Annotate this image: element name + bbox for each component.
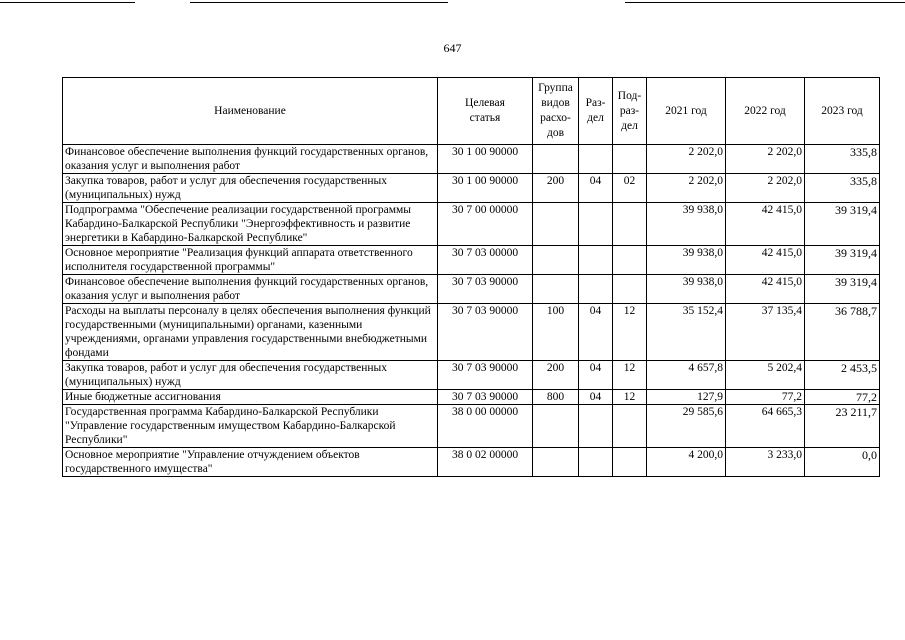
cell-group: 100 [533, 304, 579, 361]
cell-2022: 42 415,0 [726, 203, 805, 246]
cell-2023: 335,8 [805, 174, 880, 203]
cell-2023: 23 211,7 [805, 405, 880, 448]
cell-2021: 39 938,0 [647, 203, 726, 246]
cell-subsection: 12 [613, 361, 647, 390]
header-group-line-2: видов [541, 97, 570, 109]
cell-2023: 36 788,7 [805, 304, 880, 361]
cell-2022: 5 202,4 [726, 361, 805, 390]
cell-2022: 2 202,0 [726, 145, 805, 174]
top-rule-right [625, 2, 905, 3]
cell-2023: 39 319,4 [805, 203, 880, 246]
cell-2021: 2 202,0 [647, 145, 726, 174]
top-rule-middle [190, 2, 448, 3]
cell-section: 04 [579, 174, 613, 203]
cell-2022: 42 415,0 [726, 275, 805, 304]
table-row [63, 361, 880, 390]
cell-2021: 39 938,0 [647, 275, 726, 304]
cell-2021: 4 657,8 [647, 361, 726, 390]
cell-subsection [613, 145, 647, 174]
cell-2021: 35 152,4 [647, 304, 726, 361]
table-row [63, 246, 880, 275]
cell-group: 200 [533, 174, 579, 203]
cell-2022: 77,2 [726, 390, 805, 405]
cell-article: 30 1 00 90000 [438, 145, 533, 174]
cell-subsection [613, 275, 647, 304]
cell-section [579, 246, 613, 275]
cell-article: 30 7 03 90000 [438, 304, 533, 361]
header-section-line-1: Раз- [585, 97, 606, 109]
cell-article: 30 7 03 00000 [438, 246, 533, 275]
header-subsection-line-1: Под- [617, 89, 642, 102]
cell-article: 30 1 00 90000 [438, 174, 533, 203]
table-row [63, 405, 880, 448]
cell-group: 800 [533, 390, 579, 405]
top-rule-left [0, 2, 135, 3]
cell-name: Основное мероприятие "Реализация функций аппарата ответственного исполнителя государственной программы" [63, 246, 438, 275]
cell-section: 04 [579, 304, 613, 361]
cell-group [533, 275, 579, 304]
header-2023: 2023 год [805, 78, 880, 145]
header-name: Наименование [63, 78, 438, 145]
cell-section [579, 405, 613, 448]
cell-section [579, 145, 613, 174]
cell-2022: 37 135,4 [726, 304, 805, 361]
header-2022: 2022 год [726, 78, 805, 145]
cell-subsection: 12 [613, 304, 647, 361]
cell-name: Закупка товаров, работ и услуг для обеспечения государственных (муниципальных) нужд [63, 174, 438, 203]
cell-name: Финансовое обеспечение выполнения функций государственных органов, оказания услуг и выполнения работ [63, 275, 438, 304]
cell-name: Подпрограмма "Обеспечение реализации государственной программы Кабардино-Балкарской Республики "Энергоэффективность и развитие энергетики в Кабардино-Балкарской Республике" [63, 203, 438, 246]
cell-name: Иные бюджетные ассигнования [63, 390, 438, 405]
table-row [63, 203, 880, 246]
cell-section [579, 275, 613, 304]
cell-2023: 2 453,5 [805, 361, 880, 390]
cell-name: Закупка товаров, работ и услуг для обеспечения государственных (муниципальных) нужд [63, 361, 438, 390]
cell-2021: 4 200,0 [647, 448, 726, 477]
cell-group: 200 [533, 361, 579, 390]
cell-subsection [613, 448, 647, 477]
cell-subsection [613, 405, 647, 448]
cell-section [579, 448, 613, 477]
header-2021: 2021 год [647, 78, 726, 145]
header-section [579, 78, 613, 145]
cell-group [533, 246, 579, 275]
table-row [63, 390, 880, 405]
cell-article: 38 0 00 00000 [438, 405, 533, 448]
header-subsection [613, 78, 647, 145]
cell-article: 38 0 02 00000 [438, 448, 533, 477]
cell-group [533, 448, 579, 477]
cell-2022: 3 233,0 [726, 448, 805, 477]
budget-table [62, 77, 880, 477]
cell-2021: 39 938,0 [647, 246, 726, 275]
cell-subsection [613, 203, 647, 246]
cell-subsection [613, 246, 647, 275]
header-subsection-line-3: дел [621, 119, 638, 132]
cell-2023: 0,0 [805, 448, 880, 477]
cell-2023: 39 319,4 [805, 275, 880, 304]
header-article [438, 78, 533, 145]
cell-2022: 2 202,0 [726, 174, 805, 203]
cell-2021: 2 202,0 [647, 174, 726, 203]
cell-group [533, 405, 579, 448]
cell-name: Основное мероприятие "Управление отчуждением объектов государственного имущества" [63, 448, 438, 477]
cell-2023: 39 319,4 [805, 246, 880, 275]
cell-2022: 42 415,0 [726, 246, 805, 275]
cell-section: 04 [579, 361, 613, 390]
header-section-line-2: дел [587, 112, 604, 124]
table-row [63, 275, 880, 304]
header-subsection-line-2: раз- [619, 104, 640, 117]
cell-article: 30 7 03 90000 [438, 390, 533, 405]
cell-subsection: 12 [613, 390, 647, 405]
header-group-line-1: Группа [538, 82, 573, 94]
header-row [63, 78, 880, 145]
cell-2021: 127,9 [647, 390, 726, 405]
table-row [63, 174, 880, 203]
cell-name: Государственная программа Кабардино-Балкарской Республики "Управление государственным имуществом Кабардино-Балкарской Республики" [63, 405, 438, 448]
header-article-line-1: Целевая [465, 97, 505, 109]
cell-2021: 29 585,6 [647, 405, 726, 448]
cell-subsection: 02 [613, 174, 647, 203]
page-number: 647 [443, 41, 462, 55]
header-article-line-2: статья [469, 112, 501, 124]
cell-group [533, 145, 579, 174]
cell-2023: 77,2 [805, 390, 880, 405]
table-row [63, 145, 880, 174]
table-row [63, 448, 880, 477]
header-group-line-3: расхо- [540, 112, 571, 124]
cell-article: 30 7 03 90000 [438, 361, 533, 390]
cell-2022: 64 665,3 [726, 405, 805, 448]
header-group [533, 78, 579, 145]
cell-2023: 335,8 [805, 145, 880, 174]
table-row [63, 304, 880, 361]
cell-name: Финансовое обеспечение выполнения функций государственных органов, оказания услуг и выполнения работ [63, 145, 438, 174]
cell-article: 30 7 03 90000 [438, 275, 533, 304]
cell-section: 04 [579, 390, 613, 405]
cell-section [579, 203, 613, 246]
cell-group [533, 203, 579, 246]
cell-article: 30 7 00 00000 [438, 203, 533, 246]
header-group-line-4: дов [546, 127, 565, 139]
cell-name: Расходы на выплаты персоналу в целях обеспечения выполнения функций государственными (муниципальными) органами, казенными учреждениями, органами управления государственными внебюджетными фондами [63, 304, 438, 361]
